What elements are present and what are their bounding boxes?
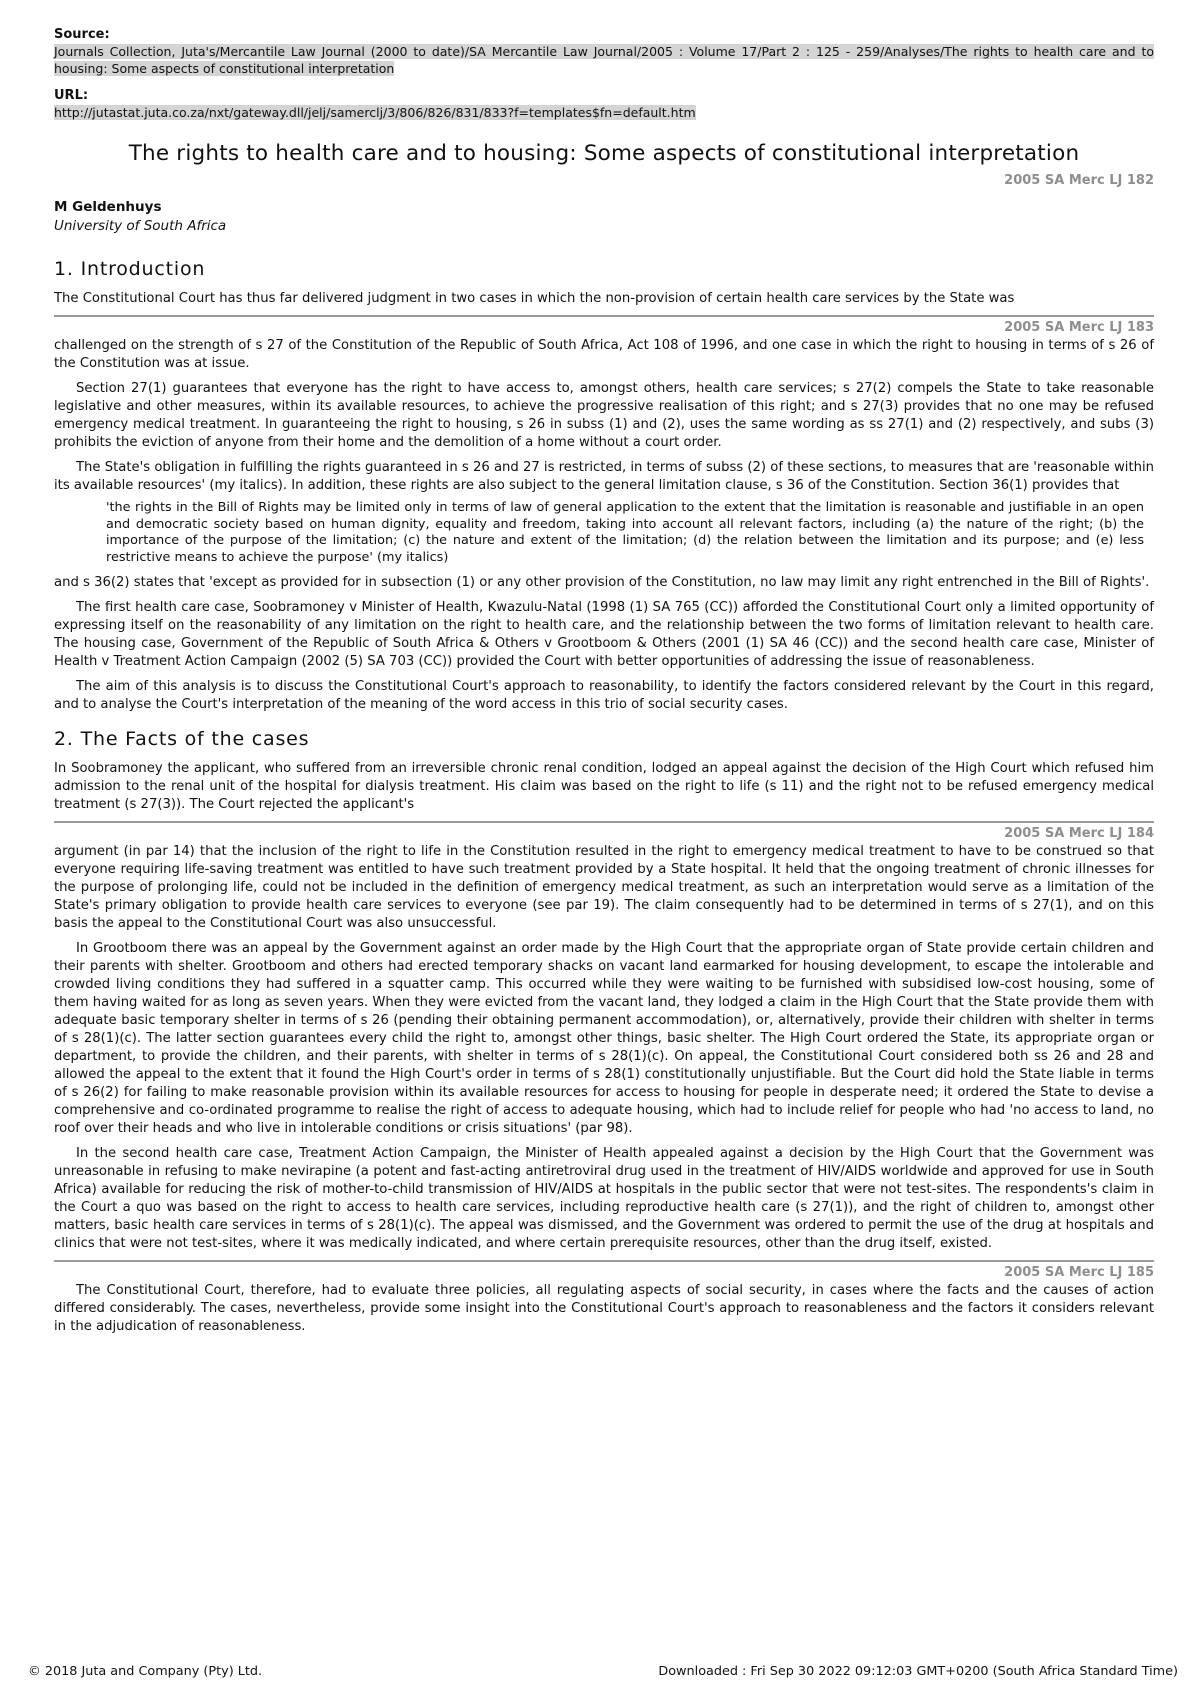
page-citation-184: 2005 SA Merc LJ 184: [54, 821, 1154, 843]
paragraph: In Soobramoney the applicant, who suffered from an irreversible chronic renal condition, lodged an appeal against the decision of the High Court which refused him admission to the renal unit of the hospital for dialysis treatment. His claim was based on the right to life (s 11) and the right not to be refused emergency medical treatment (s 27(3)). The Court rejected the applicant's: [54, 761, 1154, 812]
copyright-notice: © 2018 Juta and Company (Pty) Ltd.: [28, 1664, 263, 1679]
paragraph: In Grootboom there was an appeal by the Government against an order made by the High Court that the appropriate organ of State provide certain children and their parents with shelter. Grootboom and others had erected temporary shacks on vacant land earmarked for housing development, to escape the intolerable and crowded living conditions they had suffered in a squatter camp. This occurred while they were waiting to be furnished with subsidised low-cost housing, some of them having waited for as long as seven years. When they were evicted from the vacant land, they lodged a claim in the High Court that the State provide them with adequate basic temporary shelter in terms of s 26 (pending their obtaining permanent accommodation), or, alternatively, provide their children with shelter in terms of s 28(1)(c). The latter section guarantees every child the right to, amongst other things, basic shelter. The High Court ordered the State, its appropriate organ or department, to provide the children, and their parents, with shelter in terms of s 28(1)(c). On appeal, the Constitutional Court considered both ss 26 and 28 and allowed the appeal to the extent that it found the High Court's order in terms of s 28(1) constitutionally unjustifiable. But the Court did hold the State liable in terms of s 26(2) for failing to make reasonable provision within its available resources for access to housing for people in desperate need; it ordered the State to devise a comprehensive and co-ordinated programme to realise the right of access to adequate housing, which had to include relief for people who had 'no access to land, no roof over their heads and who live in intolerable conditions or crisis situations' (par 98).: [54, 941, 1154, 1136]
page-citation-182: 2005 SA Merc LJ 182: [1004, 173, 1154, 188]
paragraph: and s 36(2) states that 'except as provided for in subsection (1) or any other provision of the Constitution, no law may limit any right entrenched in the Bill of Rights'.: [54, 575, 1150, 590]
article-title: The rights to health care and to housing: Some aspects of constitutional interpretation: [128, 141, 1080, 166]
paragraph: The first health care case, Soobramoney v Minister of Health, Kwazulu-Natal (1998 (1) SA 765 (CC)) afforded the Constitutional Court only a limited opportunity of expressing itself on the reasonability of any limitation on the right to health care, and the relationship between the two forms of limitation relevant to health care. The housing case, Government of the Republic of South Africa & Others v Grootboom & Others (2001 (1) SA 46 (CC)) and the second health care case, Minister of Health v Treatment Action Campaign (2002 (5) SA 703 (CC)) provided the Court with better opportunities of addressing the issue of reasonableness.: [54, 600, 1154, 669]
page-citation-183: 2005 SA Merc LJ 183: [54, 315, 1154, 337]
block-quote: 'the rights in the Bill of Rights may be limited only in terms of law of general application to the extent that the limitation is reasonable and justifiable in an open and democratic society based on human dignity, equality and freedom, taking into account all relevant factors, including (a) the nature of the right; (b) the importance of the purpose of the limitation; (c) the nature and extent of the limitation; (d) the relation between the limitation and its purpose; and (e) less restrictive means to achieve the purpose' (my italics): [106, 500, 1144, 565]
section-heading-facts: 2. The Facts of the cases: [54, 728, 310, 750]
paragraph: The Constitutional Court has thus far delivered judgment in two cases in which the non-provision of certain health care services by the State was: [54, 291, 1015, 306]
page-citation-185: 2005 SA Merc LJ 185: [54, 1260, 1154, 1282]
download-timestamp: Downloaded : Fri Sep 30 2022 09:12:03 GMT+0200 (South Africa Standard Time): [658, 1664, 1178, 1679]
paragraph: Section 27(1) guarantees that everyone has the right to have access to, amongst others, health care services; s 27(2) compels the State to take reasonable legislative and other measures, within its available resources, to achieve the progressive realisation of this right; and s 27(3) provides that no one may be refused emergency medical treatment. In guaranteeing the right to housing, s 26 in subss (1) and (2), uses the same wording as ss 27(1) and (2) respectively, and subs (3) prohibits the eviction of anyone from their home and the demolition of a home without a court order.: [54, 381, 1154, 450]
paragraph: challenged on the strength of s 27 of the Constitution of the Republic of South Africa, Act 108 of 1996, and one case in which the right to housing in terms of s 26 of the Constitution was at issue.: [54, 338, 1154, 371]
document-page: [54, 26, 1154, 1343]
source-path[interactable]: Journals Collection, Juta's/Mercantile Law Journal (2000 to date)/SA Mercantile Law Journal/2005 : Volume 17/Part 2 : 125 - 259/Analyses/The rights to health care and to housing: Some aspects of constitutional interpretation: [54, 44, 1154, 76]
page-footer: [28, 1664, 1178, 1679]
author-affiliation: University of South Africa: [54, 218, 227, 234]
paragraph: argument (in par 14) that the inclusion of the right to life in the Constitution resulted in the right to emergency medical treatment to have to be construed so that everyone requiring life-saving treatment was entitled to have such treatment provided by a State hospital. It held that the ongoing treatment of chronic illnesses for the purpose of prolonging life, could not be included in the definition of emergency medical treatment, as such an interpretation would serve as a limitation of the State's primary obligation to provide health care services to everyone (see par 19). The claim consequently had to be determined in terms of s 27(1), and on this basis the appeal to the Constitutional Court was also unsuccessful.: [54, 844, 1154, 931]
source-label: Source:: [54, 27, 110, 42]
source-text: [54, 43, 1154, 77]
section-heading-introduction: 1. Introduction: [54, 258, 206, 280]
paragraph: The Constitutional Court, therefore, had to evaluate three policies, all regulating aspects of social security, in cases where the facts and the causes of action differed considerably. The cases, nevertheless, provide some insight into the Constitutional Court's approach to reasonableness and the factors it considers relevant in the adjudication of reasonableness.: [54, 1283, 1154, 1334]
paragraph: In the second health care case, Treatment Action Campaign, the Minister of Health appealed against a decision by the High Court that the Government was unreasonable in refusing to make nevirapine (a potent and fast-acting antiretroviral drug used in the treatment of HIV/AIDS worldwide and approved for use in South Africa) available for reducing the risk of mother-to-child transmission of HIV/AIDS at hospitals in the public sector that were not test-sites. The respondents's claim in the Court a quo was based on the right to access to health care services, including reproductive health care (s 27(1)), and the right of children to, amongst other matters, basic health care services in terms of s 28(1)(c). The appeal was dismissed, and the Government was ordered to permit the use of the drug at hospitals and clinics that were not test-sites, where it was medically indicated, and where certain prerequisite resources, other than the drug itself, existed.: [54, 1146, 1154, 1251]
url-link[interactable]: http://jutastat.juta.co.za/nxt/gateway.dll/jelj/samerclj/3/806/826/831/833?f=templates$fn=default.htm: [54, 105, 696, 120]
url-label: URL:: [54, 88, 89, 103]
paragraph: The aim of this analysis is to discuss the Constitutional Court's approach to reasonability, to identify the factors considered relevant by the Court in this regard, and to analyse the Court's interpretation of the meaning of the word access in this trio of social security cases.: [54, 679, 1154, 712]
author-name: M Geldenhuys: [54, 199, 162, 215]
paragraph: The State's obligation in fulfilling the rights guaranteed in s 26 and 27 is restricted, in terms of subss (2) of these sections, to measures that are 'reasonable within its available resources' (my italics). In addition, these rights are also subject to the general limitation clause, s 36 of the Constitution. Section 36(1) provides that: [54, 460, 1154, 493]
url-text: [54, 104, 1154, 121]
